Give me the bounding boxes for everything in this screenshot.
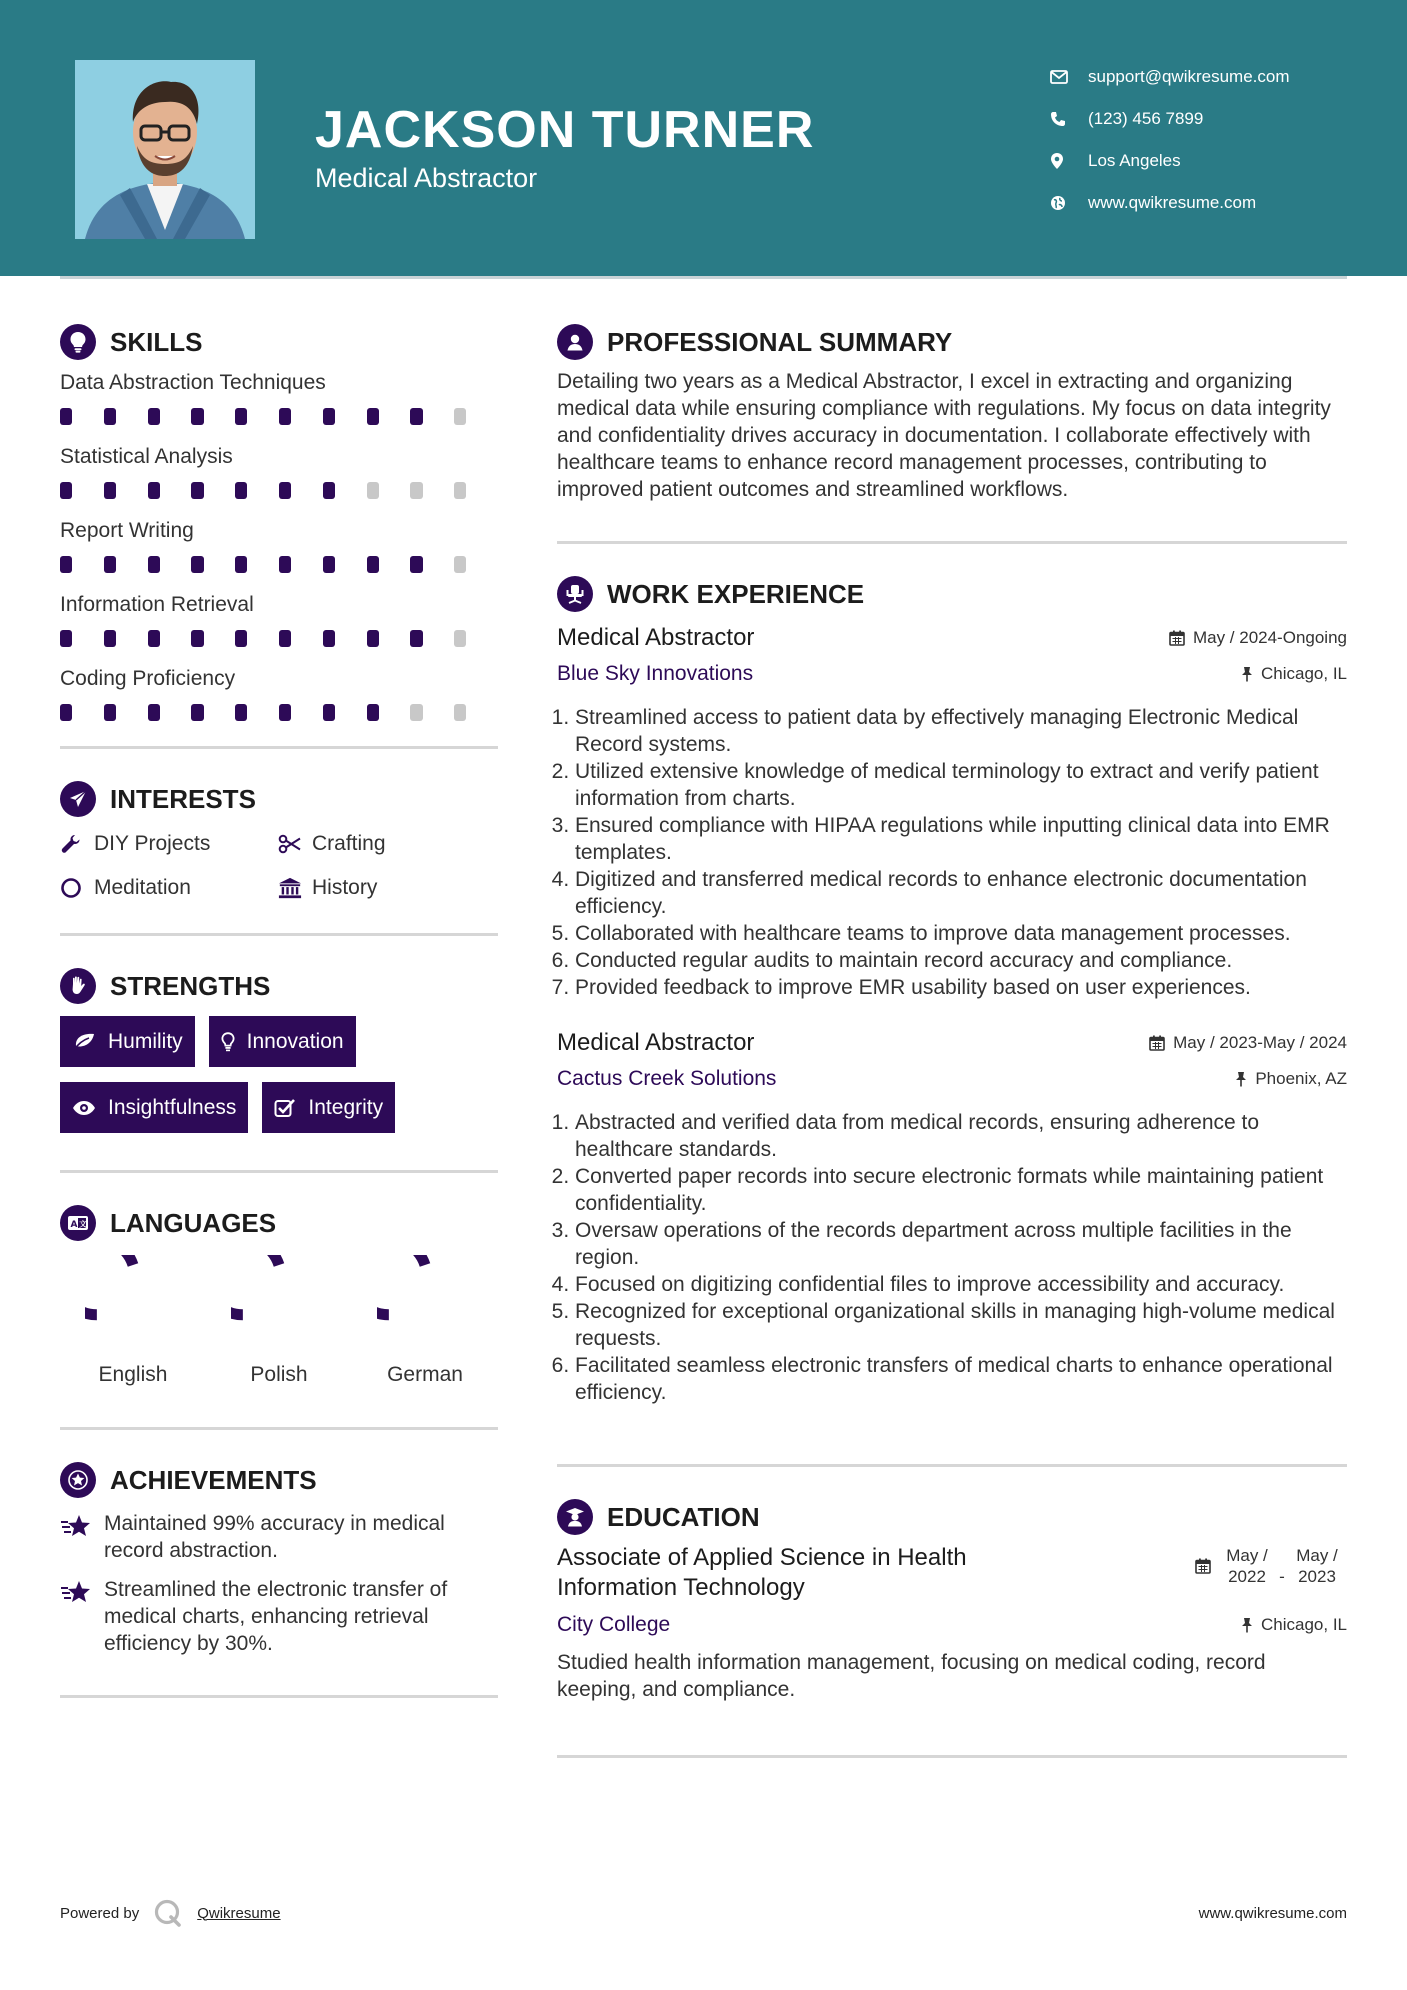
job-bullet: 1. Abstracted and verified data from medical records, ensuring adherence to healthcare standards. (575, 1109, 1347, 1163)
qwikresume-link[interactable]: Qwikresume (197, 1904, 281, 1922)
lightbulb-icon (221, 1032, 235, 1052)
rating-dot-filled (60, 556, 72, 573)
pushpin-icon (1235, 1071, 1247, 1087)
rating-dot-empty (454, 408, 466, 425)
strength-label: Humility (108, 1029, 183, 1053)
section-heading (60, 1460, 498, 1500)
job-bullet: 3. Oversaw operations of the records department across multiple facilities in the region. (575, 1217, 1347, 1271)
rating-dot-empty (454, 556, 466, 573)
wrench-icon (60, 833, 84, 855)
footer-url[interactable]: www.qwikresume.com (1198, 1905, 1347, 1922)
rating-dot-filled (235, 630, 247, 647)
rating-dot-empty (454, 482, 466, 499)
eye-icon (72, 1100, 96, 1116)
rating-dot-filled (148, 482, 160, 499)
rating-dot-filled (60, 482, 72, 499)
education-section (557, 1497, 1347, 1758)
interests-title: INTERESTS (110, 783, 256, 814)
rating-dot-filled (279, 556, 291, 573)
right-column (557, 322, 1347, 1758)
job-entry (557, 1025, 1347, 1406)
section-divider (60, 933, 498, 936)
section-divider (557, 541, 1347, 544)
language-level-arc (231, 1255, 279, 1315)
summary-section (557, 322, 1347, 544)
achievement-item (60, 1510, 498, 1564)
section-heading (557, 322, 1347, 362)
leaf-icon (72, 1032, 96, 1052)
rating-dot-filled (148, 408, 160, 425)
achievements-section (60, 1460, 498, 1698)
job-location (1241, 664, 1347, 684)
footer-powered-by (60, 1898, 281, 1928)
degree-name: Associate of Applied Science in Health Information Technology (557, 1544, 967, 1601)
rating-dot-filled (235, 704, 247, 721)
translate-icon (60, 1205, 96, 1241)
rating-dot-filled (148, 704, 160, 721)
skill-item (60, 516, 498, 590)
profile-photo (75, 60, 255, 239)
rating-dot-filled (60, 630, 72, 647)
section-divider (557, 1464, 1347, 1467)
museum-icon (278, 876, 302, 900)
language-name: Polish (250, 1363, 308, 1386)
skill-item (60, 590, 498, 664)
skill-rating (60, 476, 498, 516)
rating-dot-filled (410, 630, 422, 647)
education-end (1287, 1545, 1347, 1587)
education-title: EDUCATION (607, 1501, 760, 1532)
job-title: Medical Abstractor (557, 1029, 755, 1056)
summary-title: PROFESSIONAL SUMMARY (607, 326, 953, 357)
contact-email[interactable] (1050, 56, 1360, 98)
skill-name: Statistical Analysis (60, 445, 233, 468)
education-start-year: 2022 (1228, 1567, 1266, 1586)
rating-dot-filled (367, 704, 379, 721)
contact-website-text: www.qwikresume.com (1088, 193, 1257, 212)
job-bullets (557, 704, 1347, 1001)
job-bullet: 4. Focused on digitizing confidential files to improve accessibility and accuracy. (575, 1271, 1347, 1298)
job-location-text: Chicago, IL (1261, 664, 1347, 683)
skill-rating (60, 698, 498, 738)
rating-dot-empty (454, 630, 466, 647)
job-title: Medical Abstractor (557, 624, 755, 651)
circle-icon (60, 877, 84, 899)
job-location-text: Phoenix, AZ (1255, 1069, 1347, 1088)
strength-label: Integrity (308, 1095, 384, 1119)
language-item (206, 1255, 352, 1387)
skills-section (60, 322, 498, 749)
education-dates (1195, 1545, 1347, 1587)
star-badge-icon (60, 1462, 96, 1498)
skill-rating (60, 624, 498, 664)
section-heading (557, 574, 1347, 614)
user-icon (557, 324, 593, 360)
skill-name: Data Abstraction Techniques (60, 371, 326, 394)
rating-dot-filled (148, 630, 160, 647)
skill-name: Coding Proficiency (60, 667, 236, 690)
map-pin-icon (1050, 152, 1076, 170)
job-dates (1169, 628, 1347, 648)
interest-label: History (312, 876, 378, 899)
rating-dot-filled (148, 556, 160, 573)
lightbulb-icon (60, 324, 96, 360)
strength-chip (209, 1016, 356, 1067)
achievement-item (60, 1576, 498, 1657)
rating-dot-filled (191, 482, 203, 499)
job-bullet: 2. Utilized extensive knowledge of medical terminology to extract and verify patient information from charts. (575, 758, 1347, 812)
section-heading (557, 1497, 1347, 1537)
rating-dot-filled (279, 630, 291, 647)
language-item (352, 1255, 498, 1387)
school-name: City College (557, 1613, 671, 1636)
skill-item (60, 368, 498, 442)
achievements-title: ACHIEVEMENTS (110, 1464, 317, 1495)
rating-dot-filled (104, 704, 116, 721)
job-entry (557, 620, 1347, 1001)
rating-dot-filled (279, 482, 291, 499)
education-start-month: May / (1226, 1546, 1268, 1565)
interests-section (60, 779, 498, 936)
rating-dot-filled (410, 408, 422, 425)
achievement-text: Streamlined the electronic transfer of medical charts, enhancing retrieval efficiency by 30%. (104, 1578, 448, 1655)
rating-dot-filled (410, 556, 422, 573)
contact-website[interactable] (1050, 182, 1360, 224)
language-item (60, 1255, 206, 1387)
rating-dot-filled (279, 408, 291, 425)
language-level-arc (377, 1255, 425, 1315)
pushpin-icon (1241, 666, 1253, 682)
rating-dot-filled (367, 408, 379, 425)
language-level-ring (231, 1255, 327, 1351)
job-dates-text: May / 2024-Ongoing (1192, 628, 1347, 647)
company-name: Blue Sky Innovations (557, 662, 754, 685)
job-bullet: 7. Provided feedback to improve EMR usability based on user experiences. (575, 974, 1347, 1001)
job-location (1235, 1069, 1347, 1089)
calendar-icon (1195, 1558, 1211, 1574)
contact-location-text: Los Angeles (1088, 151, 1181, 170)
rating-dot-filled (104, 556, 116, 573)
job-dates (1149, 1033, 1347, 1053)
envelope-icon (1050, 70, 1076, 84)
language-name: German (387, 1363, 463, 1386)
interest-item (60, 873, 278, 903)
office-chair-icon (557, 576, 593, 612)
rating-dot-filled (279, 704, 291, 721)
summary-text: Detailing two years as a Medical Abstractor, I excel in extracting and organizing medical data while ensuring compliance with regulations. My focus on data integrity and confidentiality drives accuracy in documentation. I collaborate effectively with healthcare teams to enhance record management processes, contributing to improved patient outcomes and streamlined workflows. (557, 370, 1331, 501)
rating-dot-filled (191, 630, 203, 647)
job-bullet: 1. Streamlined access to patient data by effectively managing Electronic Medical Record systems. (575, 704, 1347, 758)
skill-name: Report Writing (60, 519, 194, 542)
svg-text:A: A (70, 1220, 78, 1230)
rating-dot-filled (367, 556, 379, 573)
job-bullet: 6. Facilitated seamless electronic transfers of medical charts to enhance operational efficiency. (575, 1352, 1347, 1406)
shooting-star-icon (60, 1510, 92, 1564)
rating-dot-filled (235, 482, 247, 499)
section-heading (60, 1203, 498, 1243)
powered-by-text: Powered by (60, 1904, 140, 1922)
contact-location (1050, 140, 1360, 182)
contact-list (1050, 56, 1360, 224)
section-divider (557, 1755, 1347, 1758)
rating-dot-filled (191, 556, 203, 573)
interests-list (60, 829, 498, 903)
strength-chip (60, 1016, 195, 1067)
job-bullet: 2. Converted paper records into secure electronic formats while maintaining patient confidentiality. (575, 1163, 1347, 1217)
paper-plane-icon (60, 781, 96, 817)
raised-hand-icon (60, 968, 96, 1004)
calendar-icon (1169, 630, 1185, 646)
section-heading (60, 966, 498, 1006)
contact-phone[interactable] (1050, 98, 1360, 140)
section-divider (60, 1695, 498, 1698)
achievement-text: Maintained 99% accuracy in medical record abstraction. (104, 1512, 445, 1562)
company-name: Cactus Creek Solutions (557, 1067, 777, 1090)
interest-label: DIY Projects (94, 832, 211, 855)
job-bullet: 3. Ensured compliance with HIPAA regulations while inputting clinical data into EMR templates. (575, 812, 1347, 866)
rating-dot-empty (454, 704, 466, 721)
calendar-icon (1149, 1035, 1165, 1051)
education-end-month: May / (1296, 1546, 1338, 1565)
job-bullet: 6. Conducted regular audits to maintain record accuracy and compliance. (575, 947, 1347, 974)
interest-item (278, 873, 498, 903)
section-heading (60, 322, 498, 362)
skills-list (60, 368, 498, 738)
pushpin-icon (1241, 1617, 1253, 1633)
education-end-year: 2023 (1298, 1567, 1336, 1586)
strength-chip (60, 1082, 248, 1133)
scissors-icon (278, 834, 302, 854)
skill-name: Information Retrieval (60, 593, 254, 616)
globe-icon (1050, 195, 1076, 211)
strength-label: Insightfulness (108, 1095, 237, 1119)
rating-dot-empty (410, 482, 422, 499)
languages-list (60, 1255, 498, 1387)
svg-text:文: 文 (79, 1219, 87, 1229)
skill-item (60, 442, 498, 516)
rating-dot-filled (60, 704, 72, 721)
rating-dot-filled (367, 630, 379, 647)
date-separator: - (1279, 1566, 1285, 1586)
graduate-icon (557, 1499, 593, 1535)
left-column (60, 322, 498, 1698)
section-heading (60, 779, 498, 819)
strengths-list (60, 1016, 498, 1148)
language-name: English (98, 1363, 168, 1386)
experience-title: WORK EXPERIENCE (607, 578, 865, 609)
language-level-ring (377, 1255, 473, 1351)
contact-phone-text: (123) 456 7899 (1088, 109, 1204, 128)
checkbox-icon (274, 1098, 296, 1118)
rating-dot-empty (367, 482, 379, 499)
section-divider (60, 1427, 498, 1430)
interest-item (60, 829, 278, 859)
rating-dot-filled (60, 408, 72, 425)
language-level-arc (85, 1255, 133, 1315)
experience-section (557, 574, 1347, 1467)
strengths-title: STRENGTHS (110, 970, 271, 1001)
job-dates-text: May / 2023-May / 2024 (1173, 1033, 1347, 1052)
section-divider (60, 1170, 498, 1173)
interest-label: Crafting (312, 832, 386, 855)
rating-dot-empty (410, 704, 422, 721)
shooting-star-icon (60, 1576, 92, 1657)
rating-dot-filled (104, 408, 116, 425)
rating-dot-filled (104, 630, 116, 647)
resume-header (0, 0, 1407, 276)
candidate-name: JACKSON TURNER (315, 101, 815, 159)
education-start (1217, 1545, 1277, 1587)
candidate-role: Medical Abstractor (315, 163, 538, 193)
skill-rating (60, 402, 498, 442)
education-location (1241, 1615, 1347, 1635)
header-divider (60, 276, 1347, 279)
rating-dot-filled (323, 630, 335, 647)
job-bullet: 5. Collaborated with healthcare teams to improve data management processes. (575, 920, 1347, 947)
rating-dot-filled (323, 704, 335, 721)
strength-chip (262, 1082, 395, 1133)
education-description: Studied health information management, focusing on medical coding, record keeping, and compliance. (557, 1651, 1266, 1701)
education-location-text: Chicago, IL (1261, 1615, 1347, 1634)
rating-dot-filled (191, 704, 203, 721)
interest-label: Meditation (94, 876, 191, 899)
job-bullet: 4. Digitized and transferred medical records to enhance electronic documentation efficiency. (575, 866, 1347, 920)
strength-label: Innovation (246, 1029, 344, 1053)
job-bullet: 5. Recognized for exceptional organizational skills in managing high-volume medical requests. (575, 1298, 1347, 1352)
job-bullets (557, 1109, 1347, 1406)
rating-dot-filled (104, 482, 116, 499)
contact-email-text: support@qwikresume.com (1088, 67, 1290, 86)
rating-dot-filled (323, 556, 335, 573)
phone-icon (1050, 111, 1076, 127)
language-level-ring (85, 1255, 181, 1351)
rating-dot-filled (235, 556, 247, 573)
qwikresume-logo-icon (153, 1898, 183, 1928)
strengths-section (60, 966, 498, 1173)
skill-rating (60, 550, 498, 590)
skills-title: SKILLS (110, 326, 203, 357)
rating-dot-filled (323, 482, 335, 499)
section-divider (60, 746, 498, 749)
languages-title: LANGUAGES (110, 1207, 277, 1238)
interest-item (278, 829, 498, 859)
rating-dot-filled (191, 408, 203, 425)
languages-section (60, 1203, 498, 1430)
skill-item (60, 664, 498, 738)
rating-dot-filled (235, 408, 247, 425)
rating-dot-filled (323, 408, 335, 425)
